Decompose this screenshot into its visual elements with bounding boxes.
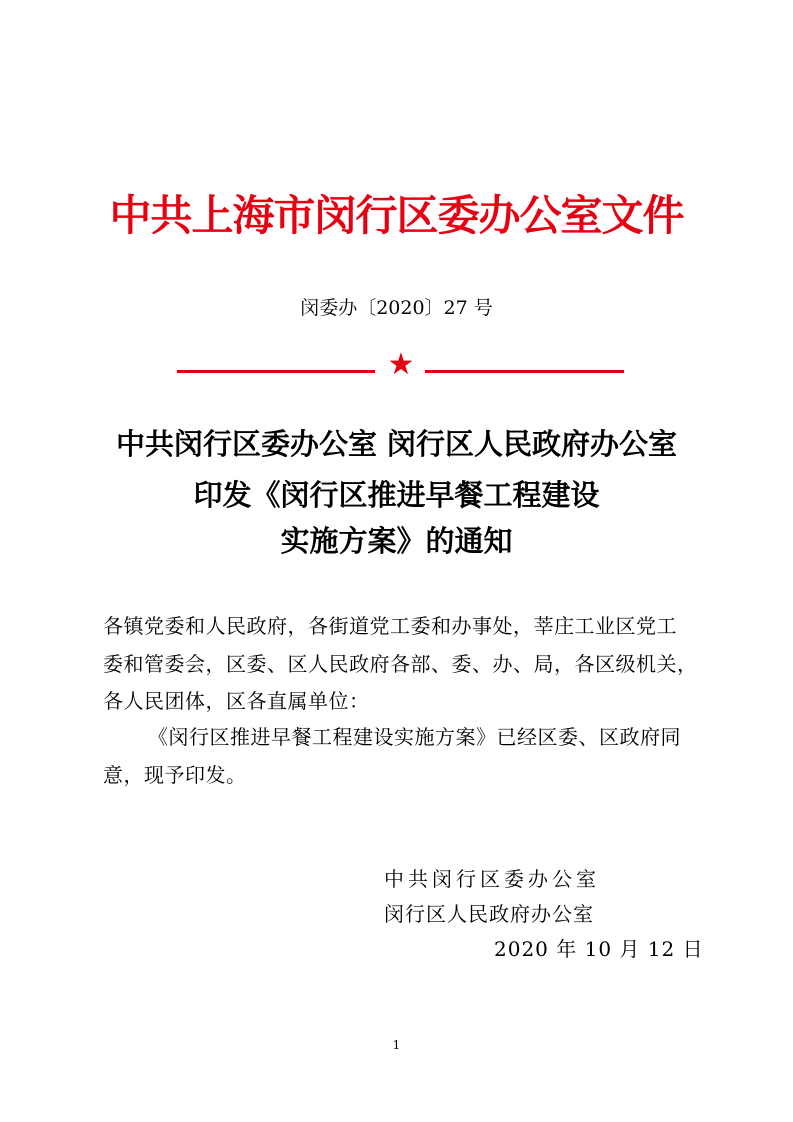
red-rule-left xyxy=(177,370,375,373)
red-star-icon: ★ xyxy=(387,347,415,382)
signature-org-1: 中共闵行区委办公室 xyxy=(384,867,600,891)
issuer-heading: 中共上海市闵行区委办公室文件 xyxy=(109,191,684,240)
body-line-3: 各人民团体，区各直属单位： xyxy=(103,689,370,713)
body-line-1: 各镇党委和人民政府，各街道党工委和办事处，莘庄工业区党工 xyxy=(103,614,677,638)
document-number: 闵委办〔2020〕27 号 xyxy=(300,297,493,319)
body-line-5: 意，现予印发。 xyxy=(103,763,247,787)
notice-title-line-1: 中共闵行区委办公室 闵行区人民政府办公室 xyxy=(115,427,678,461)
page-number: 1 xyxy=(392,1038,401,1052)
notice-title-line-3: 实施方案》的通知 xyxy=(280,524,513,558)
red-rule-right xyxy=(425,370,624,373)
body-line-2: 委和管委会，区委、区人民政府各部、委、办、局，各区级机关， xyxy=(103,652,698,676)
body-line-4: 《闵行区推进早餐工程建设实施方案》已经区委、区政府同 xyxy=(148,725,681,749)
notice-title-line-2: 印发《闵行区推进早餐工程建设 xyxy=(193,478,600,512)
signature-date: 2020 年 10 月 12 日 xyxy=(494,937,704,961)
signature-org-2: 闵行区人民政府办公室 xyxy=(384,902,594,926)
